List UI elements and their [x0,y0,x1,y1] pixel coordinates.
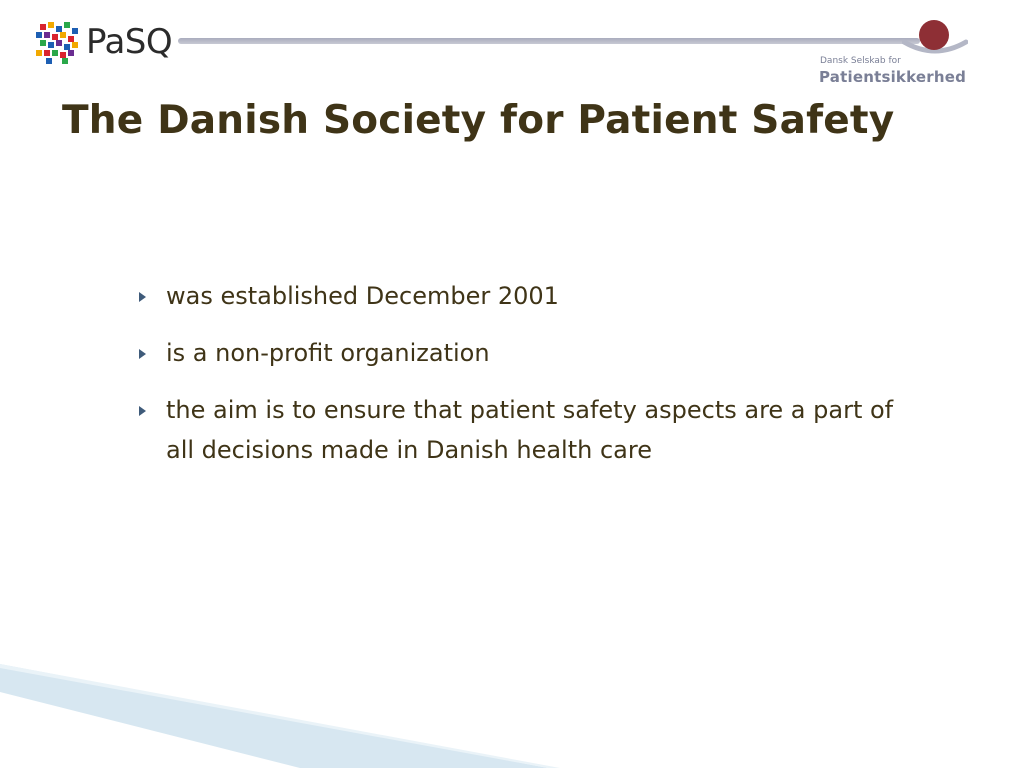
arrow-right-icon [139,349,146,359]
arrow-right-icon [139,406,146,416]
bullet-list [138,276,918,487]
dsp-logo-big-text: Patientsikkerhed [819,68,967,86]
pasq-logo [36,20,172,64]
bullet-text: the aim is to ensure that patient safety aspects are a part of all decisions made in Danish health care [166,396,894,464]
dsp-logo-small-text: Dansk Selskab for [820,56,901,66]
bullet-text: is a non-profit organization [166,339,490,367]
slide-title: The Danish Society for Patient Safety [62,98,895,143]
arrow-right-icon [139,292,146,302]
bullet-item [138,276,918,316]
bullet-text: was established December 2001 [166,282,559,310]
bullet-item [138,333,918,373]
bottom-decorative-swoosh [0,650,1024,768]
pasq-logo-text: PaSQ [86,22,173,62]
dsp-red-circle [919,20,949,50]
dsp-logo [818,18,978,90]
header-divider [178,38,920,44]
bullet-item [138,390,918,470]
pasq-pixel-mosaic-icon [36,20,80,64]
